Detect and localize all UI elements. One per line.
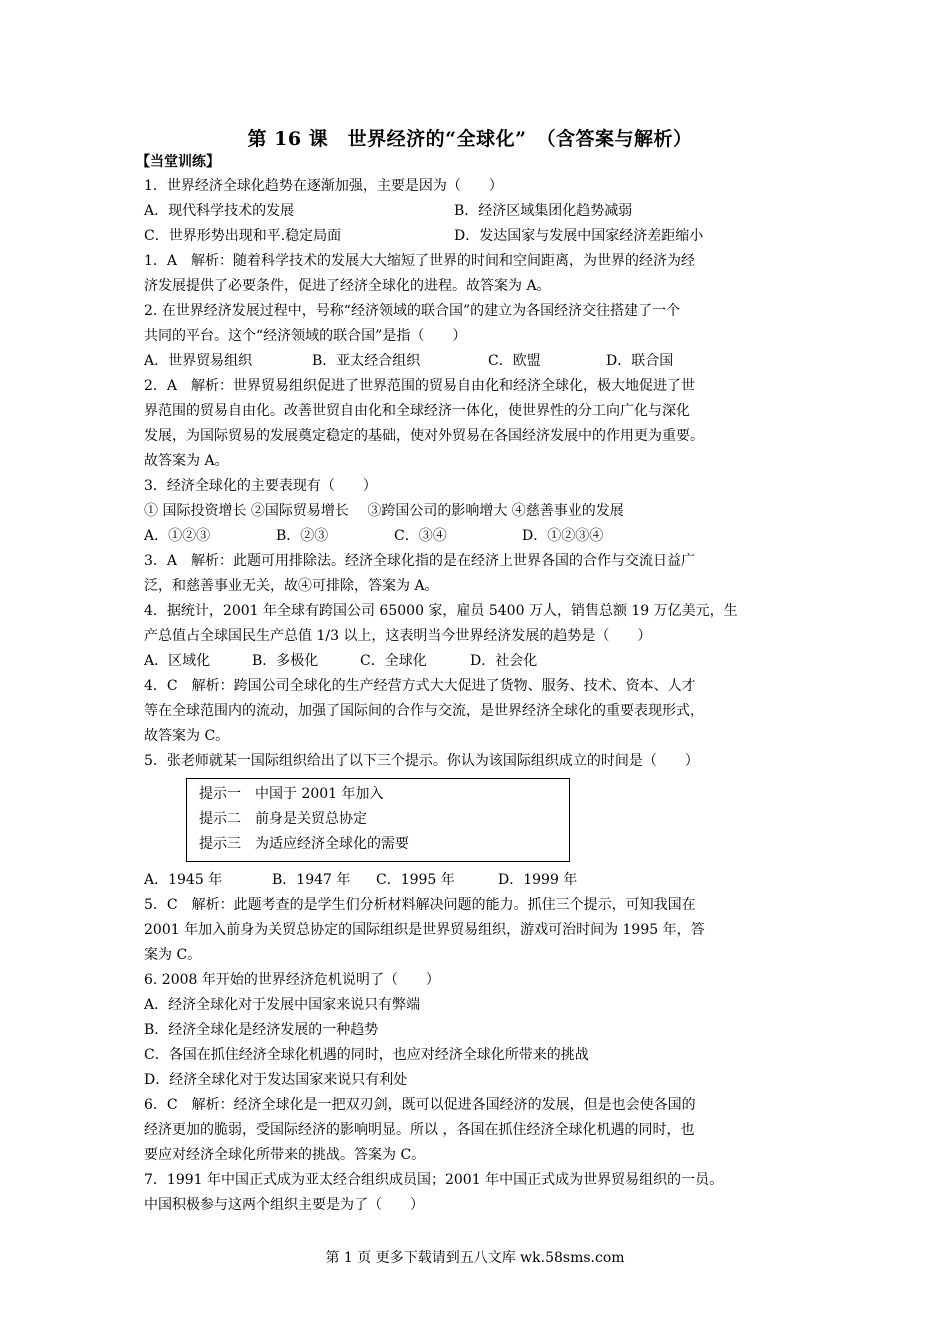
section-label: 【当堂训练】 <box>136 154 220 170</box>
q5-answer-line: 案为 C。 <box>144 947 202 963</box>
q2-answer-line: 界范围的贸易自由化。改善世贸自由化和全球经济一体化，使世界性的分工向广化与深化 <box>144 403 690 419</box>
q4-stem-line: 4．据统计，2001 年全球有跨国公司 65000 家，雇员 5400 万人，销售总额 19 万亿美元，生 <box>144 603 738 619</box>
q3-answer-line: 泛，和慈善事业无关，故④可排除，答案为 A。 <box>144 578 439 594</box>
q4-option-a: A．区域化 <box>144 653 211 669</box>
q7-stem-line: 中国积极参与这两个组织主要是为了（ ） <box>144 1197 424 1213</box>
q1-answer-line: 济发展提供了必要条件，促进了经济全球化的进程。故答案为 A。 <box>144 278 551 294</box>
q4-option-b: B．多极化 <box>252 653 319 669</box>
q4-answer-line: 故答案为 C。 <box>144 728 230 744</box>
q5-option-a: A．1945 年 <box>144 872 223 888</box>
q2-answer-line: 2．A 解析：世界贸易组织促进了世界范围的贸易自由化和经济全球化，极大地促进了世 <box>144 378 696 394</box>
q6-option-a: A．经济全球化对于发展中国家来说只有弊端 <box>144 997 421 1013</box>
q2-option-c: C．欧盟 <box>488 353 541 369</box>
q1-option-d: D．发达国家与发展中国家经济差距缩小 <box>454 228 704 244</box>
q5-option-b: B．1947 年 <box>272 872 351 888</box>
q4-option-d: D．社会化 <box>470 653 538 669</box>
q2-options <box>144 349 810 374</box>
q6-option-b: B．经济全球化是经济发展的一种趋势 <box>144 1022 379 1038</box>
q2-option-d: D．联合国 <box>606 353 674 369</box>
q1-answer-line: 1．A 解析：随着科学技术的发展大大缩短了世界的时间和空间距离，为世界的经济为经 <box>144 253 696 269</box>
q5-option-c: C．1995 年 <box>376 872 455 888</box>
document-body <box>144 174 810 1218</box>
q4-stem-line: 产总值占全球国民生产总值 1/3 以上，这表明当今世界经济发展的趋势是（ ） <box>144 628 652 644</box>
q4-option-c: C．全球化 <box>360 653 427 669</box>
q5-options <box>144 868 810 893</box>
q2-stem-line: 共同的平台。这个“经济领域的联合国”是指（ ） <box>144 328 467 344</box>
q1-option-c: C．世界形势出现和平.稳定局面 <box>144 228 342 244</box>
q5-hint: 提示二 前身是关贸总协定 <box>199 811 367 827</box>
q5-hint: 提示三 为适应经济全球化的需要 <box>199 836 409 852</box>
q6-stem: 6. 2008 年开始的世界经济危机说明了（ ） <box>144 972 440 988</box>
q3-items: ① 国际投资增长 ②国际贸易增长 ③跨国公司的影响增大 ④慈善事业的发展 <box>144 503 624 519</box>
q5-hint-box <box>186 778 570 862</box>
q2-option-b: B．亚太经合组织 <box>312 353 421 369</box>
q5-answer-line: 5．C 解析：此题考查的是学生们分析材料解决问题的能力。抓住三个提示，可知我国在 <box>144 897 696 913</box>
q3-option-d: D．①②③④ <box>522 528 604 544</box>
q3-options <box>144 524 810 549</box>
q2-answer-line: 故答案为 A。 <box>144 453 229 469</box>
q1-option-b: B．经济区域集团化趋势减弱 <box>454 203 633 219</box>
q3-option-c: C．③④ <box>394 528 447 544</box>
q1-option-a: A．现代科学技术的发展 <box>144 203 295 219</box>
q1-options-row-2 <box>144 224 810 249</box>
q5-stem: 5．张老师就某一国际组织给出了以下三个提示。你认为该国际组织成立的时间是（ ） <box>144 753 699 769</box>
q1-options-row-1 <box>144 199 810 224</box>
q4-answer-line: 等在全球范围内的流动，加强了国际间的合作与交流，是世界经济全球化的重要表现形式， <box>144 703 704 719</box>
page-title: 第 16 课 世界经济的“全球化” （含答案与解析） <box>247 128 693 150</box>
q2-option-a: A．世界贸易组织 <box>144 353 253 369</box>
q2-stem-line: 2. 在世界经济发展过程中，号称“经济领域的联合国”的建立为各国经济交往搭建了一个 <box>144 303 681 319</box>
q6-answer-line: 经济更加的脆弱，受国际经济的影响明显。所以 ，各国在抓住经济全球化机遇的同时，也 <box>144 1122 695 1138</box>
q3-stem: 3．经济全球化的主要表现有（ ） <box>144 478 377 494</box>
q5-hint: 提示一 中国于 2001 年加入 <box>199 786 384 802</box>
q6-option-d: D．经济全球化对于发达国家来说只有利处 <box>144 1072 408 1088</box>
page-footer: 第 1 页 更多下载请到五八文库 wk.58sms.com <box>325 1250 625 1266</box>
q6-answer-line: 6．C 解析：经济全球化是一把双刃剑，既可以促进各国经济的发展，但是也会使各国的 <box>144 1097 696 1113</box>
q6-option-c: C．各国在抓住经济全球化机遇的同时，也应对经济全球化所带来的挑战 <box>144 1047 589 1063</box>
q4-answer-line: 4．C 解析：跨国公司全球化的生产经营方式大大促进了货物、服务、技术、资本、人才 <box>144 678 696 694</box>
q5-option-d: D．1999 年 <box>498 872 578 888</box>
q3-option-b: B．②③ <box>276 528 329 544</box>
q6-answer-line: 要应对经济全球化所带来的挑战。答案为 C。 <box>144 1147 426 1163</box>
q4-options <box>144 649 810 674</box>
q7-stem-line: 7．1991 年中国正式成为亚太经合组织成员国；2001 年中国正式成为世界贸易组织的一员。 <box>144 1172 724 1188</box>
q3-option-a: A．①②③ <box>144 528 211 544</box>
q1-stem: 1．世界经济全球化趋势在逐渐加强，主要是因为（ ） <box>144 178 503 194</box>
q2-answer-line: 发展，为国际贸易的发展奠定稳定的基础，使对外贸易在各国经济发展中的作用更为重要。 <box>144 428 704 444</box>
q3-answer-line: 3．A 解析：此题可用排除法。经济全球化指的是在经济上世界各国的合作与交流日益广 <box>144 553 696 569</box>
q5-answer-line: 2001 年加入前身为关贸总协定的国际组织是世界贸易组织，游戏可治时间为 1995 年，答 <box>144 922 705 938</box>
